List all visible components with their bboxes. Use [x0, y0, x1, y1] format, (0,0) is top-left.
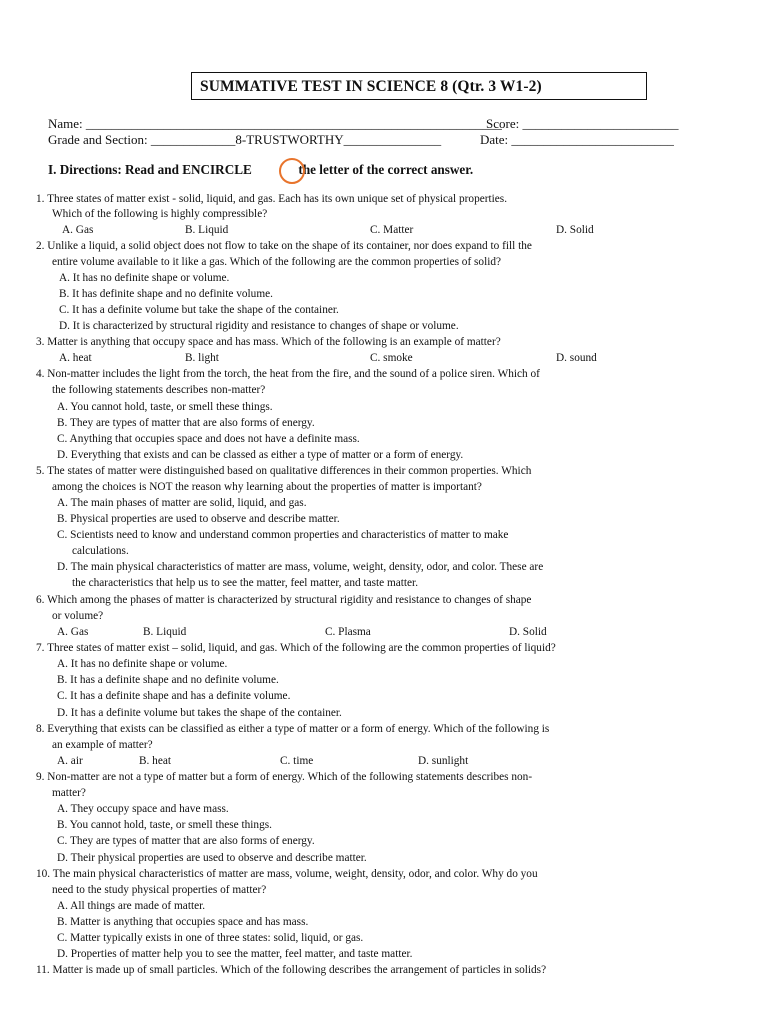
directions-part-1: I. Directions: Read and ENCIRCLE — [48, 162, 252, 177]
question-4-line-2: the following statements describes non-matter? — [52, 384, 266, 396]
question-1-option-d: D. Solid — [556, 224, 594, 236]
question-2-option-b: B. It has definite shape and no definite volume. — [59, 288, 273, 300]
question-6-option-c: C. Plasma — [325, 626, 371, 638]
question-2-option-d: D. It is characterized by structural rigidity and resistance to changes of shape or volume. — [59, 320, 459, 332]
grade-section-field: Grade and Section: _____________8-TRUSTWORTHY_______________ — [48, 132, 442, 147]
date-field: Date: _________________________ — [480, 132, 674, 147]
question-8-line-2: an example of matter? — [52, 739, 153, 751]
question-8-option-a: A. air — [57, 755, 83, 767]
question-6-line-2: or volume? — [52, 610, 104, 622]
question-7-line-1: 7. Three states of matter exist – solid, liquid, and gas. Which of the following are the common properties of liquid? — [36, 642, 556, 654]
question-10-option-a: A. All things are made of matter. — [57, 900, 206, 912]
question-2-option-a: A. It has no definite shape or volume. — [59, 272, 230, 284]
question-5-option-a: A. The main phases of matter are solid, liquid, and gas. — [57, 497, 307, 509]
question-3-option-d: D. sound — [556, 352, 597, 364]
question-6-option-a: A. Gas — [57, 626, 89, 638]
question-7-option-b: B. It has a definite shape and no definite volume. — [57, 674, 279, 686]
question-4-line-1: 4. Non-matter includes the light from the torch, the heat from the fire, and the sound of a police siren. Which of — [36, 368, 540, 380]
question-5-line-1: 5. The states of matter were distinguished based on qualitative differences in their common properties. Which — [36, 465, 532, 477]
question-10-option-d: D. Properties of matter help you to see the matter, feel matter, and taste matter. — [57, 948, 413, 960]
question-6-option-d: D. Solid — [509, 626, 547, 638]
question-9-option-a: A. They occupy space and have mass. — [57, 803, 229, 815]
question-5-option-b: B. Physical properties are used to observe and describe matter. — [57, 513, 340, 525]
question-10-option-c: C. Matter typically exists in one of three states: solid, liquid, or gas. — [57, 932, 364, 944]
question-9-option-c: C. They are types of matter that are also forms of energy. — [57, 835, 315, 847]
question-2-option-c: C. It has a definite volume but take the shape of the container. — [59, 304, 339, 316]
question-6-option-b: B. Liquid — [143, 626, 187, 638]
question-8-line-1: 8. Everything that exists can be classified as either a type of matter or a form of energy. Which of the following is — [36, 723, 550, 735]
question-1-option-b: B. Liquid — [185, 224, 229, 236]
question-5-option-d: D. The main physical characteristics of matter are mass, volume, weight, density, odor, and color. These are — [57, 561, 544, 573]
encircle-mark-icon — [279, 158, 305, 184]
question-2-line-2: entire volume available to it like a gas. Which of the following are the common properties of solid? — [52, 256, 502, 268]
question-3-line-1: 3. Matter is anything that occupy space and has mass. Which of the following is an example of matter? — [36, 336, 501, 348]
question-5-line-2: among the choices is NOT the reason why learning about the properties of matter is important? — [52, 481, 482, 493]
page-title: SUMMATIVE TEST IN SCIENCE 8 (Qtr. 3 W1-2) — [200, 78, 542, 95]
question-2-line-1: 2. Unlike a liquid, a solid object does not flow to take on the shape of its container, nor does expand to fill the — [36, 240, 532, 252]
question-4-option-b: B. They are types of matter that are also forms of energy. — [57, 417, 315, 429]
question-5-option-c: C. Scientists need to know and understand common properties and characteristics of matter to make — [57, 529, 509, 541]
question-11-line-1: 11. Matter is made up of small particles. Which of the following describes the arrangement of particles in solids? — [36, 964, 547, 976]
question-10-line-2: need to the study physical properties of matter? — [52, 884, 267, 896]
question-8-option-c: C. time — [280, 755, 314, 767]
question-9-option-d: D. Their physical properties are used to observe and describe matter. — [57, 852, 367, 864]
question-5-option-d-cont: the characteristics that help us to see the matter, feel matter, and taste matter. — [72, 577, 419, 589]
question-4-option-c: C. Anything that occupies space and does not have a definite mass. — [57, 433, 360, 445]
question-6-line-1: 6. Which among the phases of matter is characterized by structural rigidity and resistance to changes of shape — [36, 594, 532, 606]
question-9-line-2: matter? — [52, 787, 86, 799]
question-3-option-b: B. light — [185, 352, 219, 364]
question-7-option-a: A. It has no definite shape or volume. — [57, 658, 228, 670]
directions-part-2: the letter of the correct answer. — [298, 162, 474, 177]
question-8-option-d: D. sunlight — [418, 755, 469, 767]
question-7-option-c: C. It has a definite shape and has a definite volume. — [57, 690, 291, 702]
question-3-option-a: A. heat — [59, 352, 92, 364]
question-10-option-b: B. Matter is anything that occupies space and has mass. — [57, 916, 309, 928]
question-1-option-c: C. Matter — [370, 224, 414, 236]
question-9-option-b: B. You cannot hold, taste, or smell these things. — [57, 819, 272, 831]
question-5-option-c-cont: calculations. — [72, 545, 129, 557]
question-1-line-1: 1. Three states of matter exist - solid, liquid, and gas. Each has its own unique set of physical properties. — [36, 193, 508, 205]
directions — [48, 162, 473, 178]
question-1-line-2: Which of the following is highly compressible? — [52, 208, 268, 220]
name-field: Name: ________________________________________________________________ — [48, 116, 502, 131]
question-3-option-c: C. smoke — [370, 352, 413, 364]
score-field: Score: ________________________ — [486, 116, 679, 131]
question-8-option-b: B. heat — [139, 755, 171, 767]
question-10-line-1: 10. The main physical characteristics of matter are mass, volume, weight, density, odor, and color. Why do you — [36, 868, 538, 880]
question-4-option-a: A. You cannot hold, taste, or smell these things. — [57, 401, 273, 413]
question-9-line-1: 9. Non-matter are not a type of matter but a form of energy. Which of the following statements describes non- — [36, 771, 533, 783]
question-4-option-d: D. Everything that exists and can be classed as either a type of matter or a form of energy. — [57, 449, 464, 461]
question-7-option-d: D. It has a definite volume but takes the shape of the container. — [57, 707, 342, 719]
question-1-option-a: A. Gas — [62, 224, 94, 236]
